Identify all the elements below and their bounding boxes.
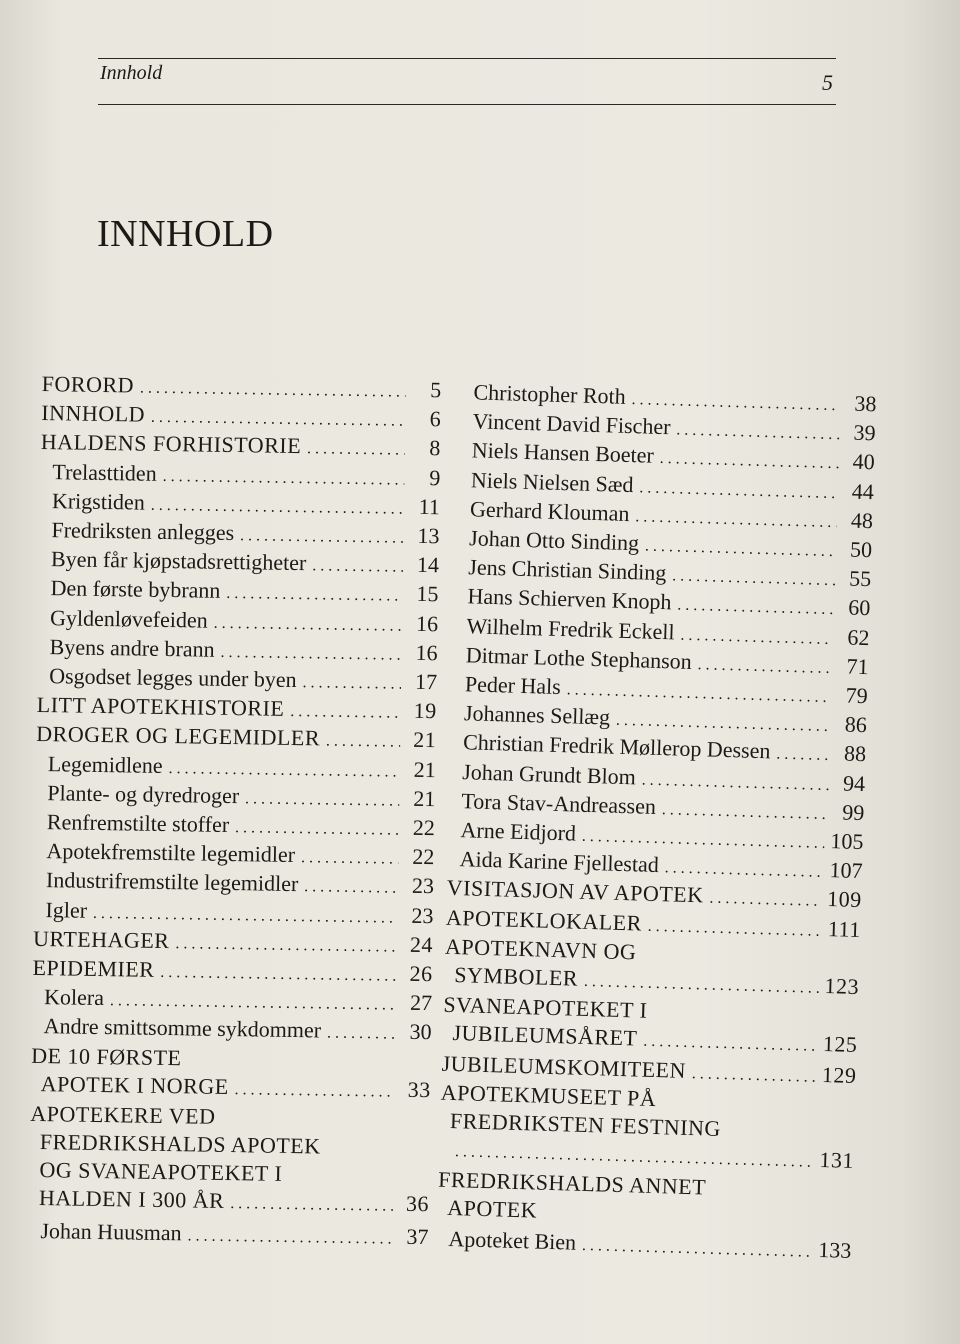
toc-page-number: 17 xyxy=(414,668,438,695)
toc-entry-label: Krigstiden xyxy=(51,487,146,515)
toc-entry-label: Apoteket Bien xyxy=(448,1225,577,1255)
toc-entry-label: Igler xyxy=(45,896,88,923)
toc-page-number: 15 xyxy=(416,581,439,607)
toc-entry-label: Legemidlene xyxy=(47,750,163,778)
toc-page-number: 8 xyxy=(429,435,442,461)
toc-entry-label: FORORD xyxy=(41,370,135,398)
dot-leader xyxy=(230,1190,393,1221)
toc-page-number: 21 xyxy=(413,727,437,753)
toc-page-number: 26 xyxy=(409,960,433,987)
toc-page-number: 131 xyxy=(819,1146,855,1173)
toc-entry[interactable] xyxy=(28,1217,428,1254)
toc-page-number: 30 xyxy=(409,1019,432,1045)
toc-page-number: 23 xyxy=(411,902,434,928)
toc-entry-label: Aida Karine Fjellestad xyxy=(459,846,660,878)
toc-entry[interactable] xyxy=(437,1166,853,1234)
toc-page-number: 55 xyxy=(848,565,872,592)
toc-page-number: 6 xyxy=(429,406,442,432)
dot-leader xyxy=(302,669,401,699)
toc-entry-label: FREDRIKSHALDS ANNET xyxy=(437,1167,707,1200)
toc-page-number: 62 xyxy=(847,624,870,650)
toc-page-number: 99 xyxy=(841,799,865,825)
toc-page-number: 109 xyxy=(826,886,863,913)
toc-entry-label: LITT APOTEKHISTORIE xyxy=(36,692,285,722)
toc-entry-continuation: SYMBOLER xyxy=(453,961,579,991)
header-rule-bottom xyxy=(98,104,836,105)
toc-page-number: 88 xyxy=(843,740,867,767)
toc-entry-label: Andre smittsomme sykdommer xyxy=(43,1013,322,1043)
toc-entry-continuation: OG SVANEAPOTEKET I xyxy=(39,1157,283,1186)
toc-page-number: 71 xyxy=(846,653,869,679)
toc-entry-label: Gyldenløvefeiden xyxy=(49,604,208,633)
toc-entry-label: HALDENS FORHISTORIE xyxy=(40,429,302,459)
toc-entry-label: Byen får kjøpstadsrettigheter xyxy=(50,546,307,576)
toc-page-number: 50 xyxy=(849,536,873,563)
toc-page-number: 33 xyxy=(407,1076,431,1102)
toc-entry-label: Ditmar Lothe Stephanson xyxy=(465,642,693,674)
toc-entry-label: Vincent David Fischer xyxy=(472,408,671,440)
toc-entry-label: Christopher Roth xyxy=(473,379,627,409)
toc-page-number: 24 xyxy=(409,931,434,958)
toc-entry-label: Renfremstilte stoffer xyxy=(46,809,230,837)
toc-entry-label: Hans Schierven Knoph xyxy=(467,583,672,615)
toc-page-number: 11 xyxy=(418,493,441,520)
toc-entry-label: Trelasttiden xyxy=(52,458,157,486)
toc-entry-continuation: JUBILEUMSÅRET xyxy=(452,1020,638,1051)
toc-left-column xyxy=(28,370,442,1256)
toc-entry-continuation: FREDRIKSTEN FESTNING xyxy=(449,1107,722,1141)
toc-page-number: 14 xyxy=(416,552,440,578)
toc-page-number: 5 xyxy=(430,377,442,403)
toc-entry-label: Jens Christian Sinding xyxy=(468,554,667,586)
toc-entry-label: Johan Huusman xyxy=(40,1217,182,1246)
toc-entry-label: INNHOLD xyxy=(41,400,146,427)
toc-page-number: 79 xyxy=(845,682,869,709)
toc-entry-label: Christian Fredrik Møllerop Dessen xyxy=(462,729,771,764)
toc-page-number: 16 xyxy=(415,639,438,666)
toc-entry-label: DE 10 FØRSTE xyxy=(31,1042,182,1070)
toc-entry-label: Industrifremstilte legemidler xyxy=(45,867,299,897)
toc-page-number: 125 xyxy=(822,1031,858,1058)
toc-page-number: 39 xyxy=(853,419,876,446)
dot-leader xyxy=(301,844,399,874)
toc-entry-label: Johan Grundt Blom xyxy=(461,758,637,789)
toc-entry-label: Byens andre brann xyxy=(49,633,215,662)
dot-leader xyxy=(327,1020,396,1049)
toc-entry-label: APOTEKLOKALER xyxy=(445,904,643,936)
dot-leader xyxy=(307,436,405,466)
dot-leader xyxy=(187,1222,392,1253)
toc-page-number: 38 xyxy=(854,390,877,417)
toc-entry-continuation: APOTEK I NORGE xyxy=(40,1070,229,1099)
toc-entry-continuation: FREDRIKSHALDS APOTEK xyxy=(39,1129,321,1159)
toc-entry-label: SVANEAPOTEKET I xyxy=(443,991,648,1023)
toc-entry-label: Niels Hansen Boeter xyxy=(471,437,655,469)
header-rule-top xyxy=(98,58,836,59)
toc-page-number: 133 xyxy=(817,1236,852,1263)
toc-entry-label: Fredriksten anlegges xyxy=(51,517,235,546)
toc-entry[interactable] xyxy=(29,1100,431,1221)
toc-page-number: 40 xyxy=(852,449,876,475)
toc-entry-label: Gerhard Klouman xyxy=(469,496,630,526)
page-number: 5 xyxy=(822,70,833,95)
toc-entry-label: Kolera xyxy=(43,984,105,1011)
toc-entry-label: JUBILEUMSKOMITEEN xyxy=(441,1050,687,1083)
toc-page-number: 37 xyxy=(406,1223,429,1249)
toc-page-number: 23 xyxy=(411,873,435,899)
toc-entry-continuation: APOTEK xyxy=(447,1195,538,1223)
toc-page-number: 22 xyxy=(412,844,435,870)
toc-page-number: 22 xyxy=(412,814,436,841)
toc-page-number: 16 xyxy=(415,610,439,636)
toc-entry-label: APOTEKMUSEET PÅ xyxy=(440,1079,657,1111)
dot-leader xyxy=(776,741,830,771)
page-title: INNHOLD xyxy=(97,213,274,255)
toc-entry-label: Apotekfremstilte legemidler xyxy=(46,838,296,868)
dot-leader xyxy=(312,552,403,581)
toc-entry-label: Peder Hals xyxy=(464,671,562,700)
toc-entry-label: URTEHAGER xyxy=(32,925,170,953)
toc-page-number: 21 xyxy=(413,756,436,782)
toc-page-number: 21 xyxy=(413,785,436,812)
toc-entry-label: Johan Otto Sinding xyxy=(468,525,640,556)
toc-entry-continuation: HALDEN I 300 ÅR xyxy=(38,1185,225,1213)
dot-leader xyxy=(234,1076,395,1107)
toc-page-number: 36 xyxy=(405,1190,430,1217)
toc-entry[interactable] xyxy=(439,1078,856,1177)
toc-page-number: 111 xyxy=(827,915,862,942)
toc-page-number: 44 xyxy=(851,478,875,504)
toc-page-number: 48 xyxy=(850,507,874,534)
dot-leader xyxy=(582,1232,813,1267)
toc-page-number: 129 xyxy=(821,1061,857,1088)
toc-entry-label: APOTEKNAVN OG xyxy=(444,933,637,965)
toc-entry-label: Osgodset legges under byen xyxy=(49,663,297,693)
toc-entry-label: Den første bybrann xyxy=(50,575,221,604)
toc-page-number: 105 xyxy=(830,828,864,855)
toc-entry-label: DROGER OG LEGEMIDLER xyxy=(36,721,321,751)
toc-entry-label: VISITASJON AV APOTEK xyxy=(446,875,704,908)
toc-entry-label: EPIDEMIER xyxy=(32,954,155,982)
toc-entry-label: APOTEKERE VED xyxy=(30,1100,216,1129)
toc-entry-label: Wilhelm Fredrik Eckell xyxy=(466,612,676,645)
toc-entry[interactable] xyxy=(31,1042,432,1107)
toc-entry-label: Plante- og dyredroger xyxy=(47,779,240,808)
toc-entry-label: Tora Stav-Andreassen xyxy=(461,787,657,819)
toc-entry-label: Niels Nielsen Sæd xyxy=(470,466,634,497)
toc-page-number: 27 xyxy=(409,990,433,1016)
toc-page-number: 19 xyxy=(413,698,437,724)
toc-page-number: 13 xyxy=(417,522,440,549)
running-head: Innhold xyxy=(100,62,163,84)
dot-leader xyxy=(304,874,398,903)
toc-entry-label: Johannes Sellæg xyxy=(463,700,611,730)
toc-page-number: 9 xyxy=(429,464,441,490)
dot-leader xyxy=(326,728,401,757)
toc-page-number: 107 xyxy=(829,857,863,884)
toc-page-number: 86 xyxy=(844,711,868,738)
toc-right-column xyxy=(436,378,877,1270)
dot-leader xyxy=(290,698,401,728)
toc-page-number: 94 xyxy=(842,770,866,796)
toc-entry-label: Arne Eidjord xyxy=(460,817,577,846)
toc-page-number: 123 xyxy=(824,972,860,999)
toc-page-number: 60 xyxy=(847,594,871,621)
